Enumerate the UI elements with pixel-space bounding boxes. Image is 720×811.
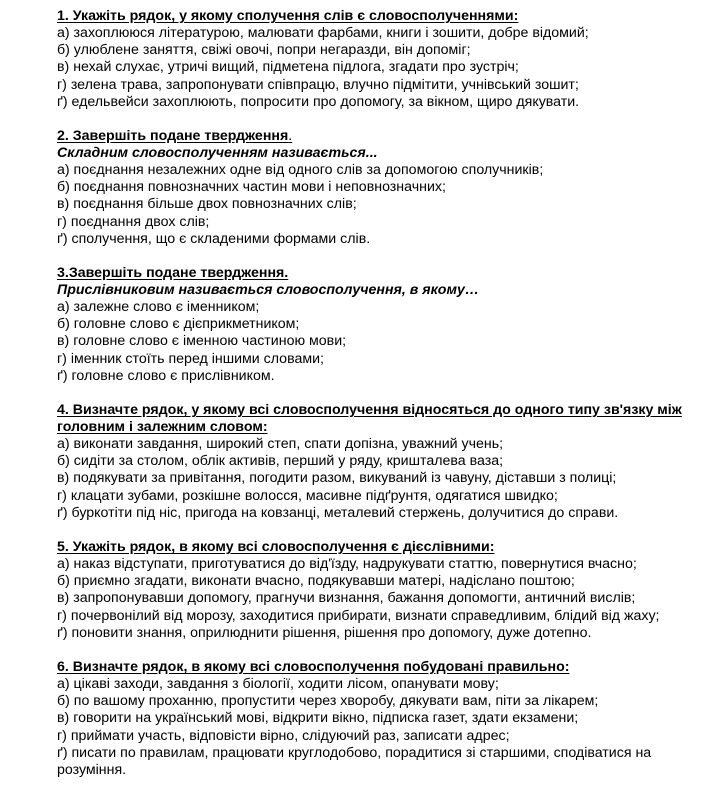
answer-option: ґ) писати по правилам, працювати круглодобово, порадитися зі старшими, сподіватися на розуміння. xyxy=(57,744,652,779)
answer-option: г) клацати зубами, розкішне волосся, масивне підґрунтя, одягатися швидко; xyxy=(57,487,558,504)
answer-option: г) іменник стоїть перед іншими словами; xyxy=(57,350,324,367)
answer-option: ґ) поновити знання, оприлюднити рішення, рішення про допомогу, дуже дотепно. xyxy=(57,624,592,641)
answer-option: в) говорити на український мові, відкрити вікно, підписка газет, здати екзамени; xyxy=(57,710,579,727)
answer-option: б) сидіти за столом, облік активів, перший у ряду, кришталева ваза; xyxy=(57,453,504,470)
answer-option: ґ) едельвейси захоплюють, попросити про допомогу, за вікном, щиро дякувати. xyxy=(57,93,580,110)
answer-option: б) головне слово є дієприкметником; xyxy=(57,316,300,333)
question-3 xyxy=(57,265,700,385)
question-2 xyxy=(57,128,700,248)
question-title: 5. Укажіть рядок, в якому всі словосполучення є дієслівними: xyxy=(57,539,495,556)
question-title: 4. Визначте рядок, у якому всі словосполучення відносяться до одного типу зв'язку між головним і залежним словом: xyxy=(57,402,682,436)
answer-option: б) улюблене заняття, свіжі овочі, попри негаразди, він допоміг; xyxy=(57,42,471,59)
question-stem: Складним словосполученням називається... xyxy=(57,145,378,162)
answer-option: а) поєднання незалежних одне від одного слів за допомогою сполучників; xyxy=(57,162,544,179)
answer-option: ґ) сполучення, що є складеними формами слів. xyxy=(57,230,371,247)
answer-option: б) по вашому проханню, пропустити через хворобу, дякувати вам, піти за лікарем; xyxy=(57,693,599,710)
answer-option: а) захоплююся літературою, малювати фарбами, книги і зошити, добре відомий; xyxy=(57,25,589,41)
answer-option: г) поєднання двох слів; xyxy=(57,213,210,230)
answer-option: а) виконати завдання, широкий степ, спати допізна, уважний учень; xyxy=(57,436,504,453)
question-6 xyxy=(57,659,700,779)
answer-option: б) приємно згадати, виконати вчасно, подякувавши матері, надіслано поштою; xyxy=(57,573,575,590)
answer-option: ґ) буркотіти під ніс, пригода на ковзанці, металевий стержень, долучитися до справи. xyxy=(57,504,619,521)
question-title: 1. Укажіть рядок, у якому сполучення слів є словосполученнями: xyxy=(57,8,519,24)
answer-option: б) поєднання повнозначних частин мови і неповнозначних; xyxy=(57,179,446,196)
answer-option: г) почервонілий від морозу, заходитися прибирати, визнати справедливим, блідий від жаху; xyxy=(57,607,660,624)
question-1 xyxy=(57,8,700,111)
question-title: 3.Завершіть подане твердження. xyxy=(57,265,289,282)
answer-option: в) поєднання більше двох повнозначних слів; xyxy=(57,196,357,213)
question-stem: Прислівниковим називається словосполучення, в якому… xyxy=(57,282,480,299)
question-title: 6. Визначте рядок, в якому всі словосполучення побудовані правильно: xyxy=(57,659,570,676)
question-title-tail: . xyxy=(288,128,293,145)
question-4 xyxy=(57,402,700,522)
answer-option: а) наказ відступати, приготуватися до від'їзду, надрукувати статтю, повернутися вчасно; xyxy=(57,556,637,573)
answer-option: г) зелена трава, запропонувати співпрацю, влучно підмітити, учнівський зошит; xyxy=(57,76,579,93)
question-5 xyxy=(57,539,700,642)
answer-option: а) цікаві заходи, завдання з біології, ходити лісом, опанувати мову; xyxy=(57,676,499,693)
answer-option: ґ) головне слово є прислівником. xyxy=(57,367,275,384)
question-title xyxy=(57,128,700,145)
answer-option: в) подякувати за привітання, погодити разом, викуваний із чавуну, діставши з полиці; xyxy=(57,470,617,487)
answer-option: в) головне слово є іменною частиною мови; xyxy=(57,333,347,350)
answer-option: а) залежне слово є іменником; xyxy=(57,299,260,316)
answer-option: в) нехай слухає, утричі вищий, підметена підлога, згадати про зустріч; xyxy=(57,59,519,76)
answer-option: г) приймати участь, відповісти вірно, слідуючий раз, записати адрес; xyxy=(57,727,510,744)
answer-option: в) запропонувавши допомогу, прагнучи визнання, бажання допомогти, античний вислів; xyxy=(57,590,636,607)
question-title-text: 2. Завершіть подане твердження xyxy=(57,128,289,145)
